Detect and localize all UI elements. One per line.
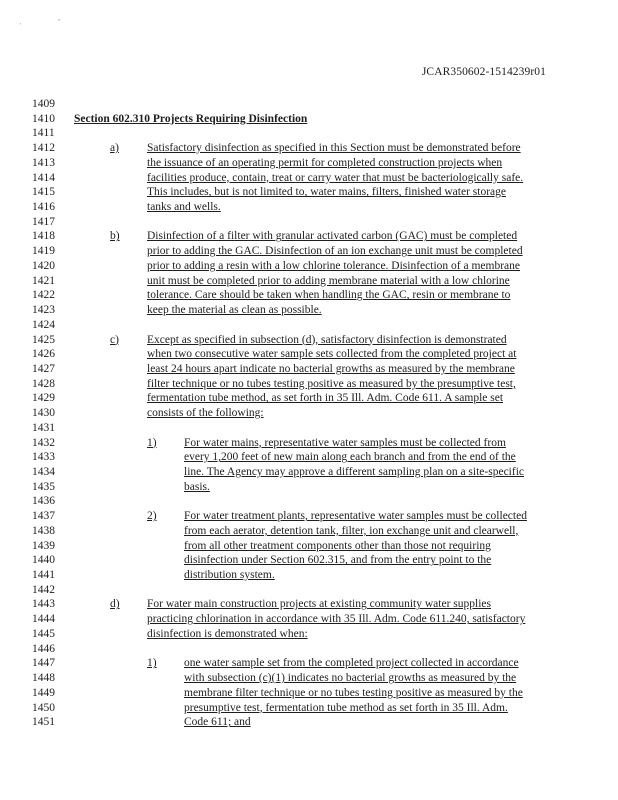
line-number: 1425 xyxy=(32,333,55,346)
line-text: the issuance of an operating permit for completed construction projects when xyxy=(147,156,503,169)
line-number: 1436 xyxy=(32,495,55,508)
line-text: prior to adding a resin with a low chlorine tolerance. Disinfection of a membrane xyxy=(147,259,520,272)
line-text: distribution system. xyxy=(184,569,275,582)
line-text: one water sample set from the completed project collected in accordance xyxy=(184,657,519,670)
subsection-label: 1) xyxy=(147,436,157,449)
subsection-label: b) xyxy=(110,230,120,243)
line-text: from all other treatment components other than those not requiring xyxy=(184,539,491,552)
line-number: 1449 xyxy=(32,686,55,699)
document-line xyxy=(0,200,618,214)
document-line xyxy=(0,244,618,258)
line-number: 1443 xyxy=(32,598,55,611)
line-number: 1445 xyxy=(32,627,55,640)
line-number: 1438 xyxy=(32,524,55,537)
line-number: 1416 xyxy=(32,201,55,214)
document-line xyxy=(0,480,618,494)
line-number: 1427 xyxy=(32,362,55,375)
line-number: 1421 xyxy=(32,274,55,287)
line-text: presumptive test, fermentation tube method as set forth in 35 Ill. Adm. xyxy=(184,701,508,714)
document-line xyxy=(0,465,618,479)
line-text: practicing chlorination in accordance with 35 Ill. Adm. Code 611.240, satisfactory xyxy=(147,613,526,626)
document-line xyxy=(0,97,618,111)
line-text: Disinfection of a filter with granular activated carbon (GAC) must be completed xyxy=(147,230,518,243)
line-text: line. The Agency may approve a different sampling plan on a site-specific xyxy=(184,466,524,478)
line-number: 1413 xyxy=(32,156,55,169)
line-text: with subsection (c)(1) indicates no bacterial growths as measured by the xyxy=(184,672,517,685)
line-number: 1423 xyxy=(32,304,55,317)
document-line xyxy=(0,259,618,273)
line-number: 1432 xyxy=(32,436,55,449)
document-line xyxy=(0,568,618,582)
document-line xyxy=(0,141,618,155)
line-number: 1429 xyxy=(32,392,55,405)
document-line xyxy=(0,112,618,126)
document-line xyxy=(0,126,618,140)
line-text: when two consecutive water sample sets collected from the completed project at xyxy=(147,348,517,361)
document-line xyxy=(0,362,618,376)
line-number: 1431 xyxy=(32,421,55,434)
document-line xyxy=(0,583,618,597)
line-text: basis. xyxy=(184,480,210,493)
line-number: 1420 xyxy=(32,259,55,272)
line-number: 1439 xyxy=(32,539,55,552)
line-number: 1434 xyxy=(32,466,55,478)
document-line xyxy=(0,406,618,420)
line-text: tolerance. Care should be taken when handling the GAC, resin or membrane to xyxy=(147,289,511,302)
document-line xyxy=(0,421,618,435)
line-text: This includes, but is not limited to, water mains, filters, finished water storage xyxy=(147,186,506,199)
document-line xyxy=(0,671,618,685)
line-number: 1450 xyxy=(32,701,55,714)
line-text: prior to adding the GAC. Disinfection of an ion exchange unit must be completed xyxy=(147,245,523,258)
line-number: 1418 xyxy=(32,230,55,243)
subsection-label: 1) xyxy=(147,657,157,670)
line-number: 1409 xyxy=(32,98,55,110)
line-number: 1448 xyxy=(32,672,55,685)
line-number: 1433 xyxy=(32,451,55,464)
line-number: 1428 xyxy=(32,377,55,390)
section-title: Section 602.310 Projects Requiring Disinfection xyxy=(74,112,308,125)
line-text: For water main construction projects at existing community water supplies xyxy=(147,598,491,611)
document-line xyxy=(0,318,618,332)
document-line xyxy=(0,185,618,199)
document-line xyxy=(0,509,618,523)
line-text: disinfection under Section 602.315, and from the entry point to the xyxy=(184,554,492,567)
document-line xyxy=(0,274,618,288)
document-line xyxy=(0,156,618,170)
line-number: 1422 xyxy=(32,289,55,302)
document-line xyxy=(0,229,618,243)
line-number: 1417 xyxy=(32,215,55,228)
line-text: filter technique or no tubes testing positive as measured by the presumptive test, xyxy=(147,377,516,390)
line-text: tanks and wells. xyxy=(147,201,221,214)
document-line xyxy=(0,597,618,611)
line-text: membrane filter technique or no tubes testing positive as measured by the xyxy=(184,686,523,699)
document-line xyxy=(0,288,618,302)
line-number: 1410 xyxy=(32,112,55,125)
line-text: least 24 hours apart indicate no bacterial growths as measured by the membrane xyxy=(147,362,515,375)
document-line xyxy=(0,450,618,464)
document-line xyxy=(0,347,618,361)
document-line xyxy=(0,391,618,405)
line-number: 1446 xyxy=(32,642,55,655)
document-line xyxy=(0,539,618,553)
document-line xyxy=(0,715,618,729)
line-number: 1441 xyxy=(32,569,55,582)
line-number: 1444 xyxy=(32,613,55,626)
line-text: keep the material as clean as possible. xyxy=(147,304,322,317)
line-text: every 1,200 feet of new main along each branch and from the end of the xyxy=(184,451,516,464)
document-line xyxy=(0,436,618,450)
scan-mark: ' xyxy=(20,22,22,30)
document-line xyxy=(0,612,618,626)
line-number: 1419 xyxy=(32,245,55,258)
line-number: 1451 xyxy=(32,716,55,729)
document-line xyxy=(0,494,618,508)
document-line xyxy=(0,686,618,700)
line-number: 1424 xyxy=(32,318,55,331)
line-number: 1430 xyxy=(32,407,55,420)
subsection-label: a) xyxy=(110,142,119,155)
line-number: 1437 xyxy=(32,510,55,523)
line-number: 1414 xyxy=(32,171,55,184)
scan-mark: '' xyxy=(58,18,61,26)
document-line xyxy=(0,524,618,538)
line-text: facilities produce, contain, treat or carry water that must be bacteriologically safe. xyxy=(147,171,524,184)
subsection-label: d) xyxy=(110,598,120,611)
line-number: 1442 xyxy=(32,583,55,596)
subsection-label: 2) xyxy=(147,510,157,523)
line-number: 1411 xyxy=(32,127,55,140)
line-number: 1440 xyxy=(32,554,55,567)
document-line xyxy=(0,377,618,391)
line-text: unit must be completed prior to adding membrane material with a low chlorine xyxy=(147,274,510,287)
line-text: Code 611; and xyxy=(184,716,251,729)
document-line xyxy=(0,553,618,567)
line-text: Satisfactory disinfection as specified in this Section must be demonstrated before xyxy=(147,142,521,155)
document-line xyxy=(0,215,618,229)
document-id: JCAR350602-1514239r01 xyxy=(421,66,546,78)
line-text: fermentation tube method, as set forth in 35 Ill. Adm. Code 611. A sample set xyxy=(147,392,504,405)
line-text: from each aerator, detention tank, filter, ion exchange unit and clearwell, xyxy=(184,524,519,537)
line-text: For water treatment plants, representative water samples must be collected xyxy=(184,510,527,523)
document-line xyxy=(0,333,618,347)
document-line xyxy=(0,701,618,715)
line-number: 1435 xyxy=(32,480,55,493)
document-line xyxy=(0,303,618,317)
document-line xyxy=(0,642,618,656)
line-number: 1447 xyxy=(32,657,55,670)
line-text: Except as specified in subsection (d), satisfactory disinfection is demonstrated xyxy=(147,333,507,346)
line-number: 1415 xyxy=(32,186,55,199)
line-number: 1426 xyxy=(32,348,55,361)
document-line xyxy=(0,627,618,641)
document-line xyxy=(0,656,618,670)
line-number: 1412 xyxy=(32,142,55,155)
subsection-label: c) xyxy=(110,333,119,346)
line-text: consists of the following: xyxy=(147,407,264,420)
line-text: disinfection is demonstrated when: xyxy=(147,627,308,640)
line-text: For water mains, representative water samples must be collected from xyxy=(184,436,506,449)
document-line xyxy=(0,171,618,185)
